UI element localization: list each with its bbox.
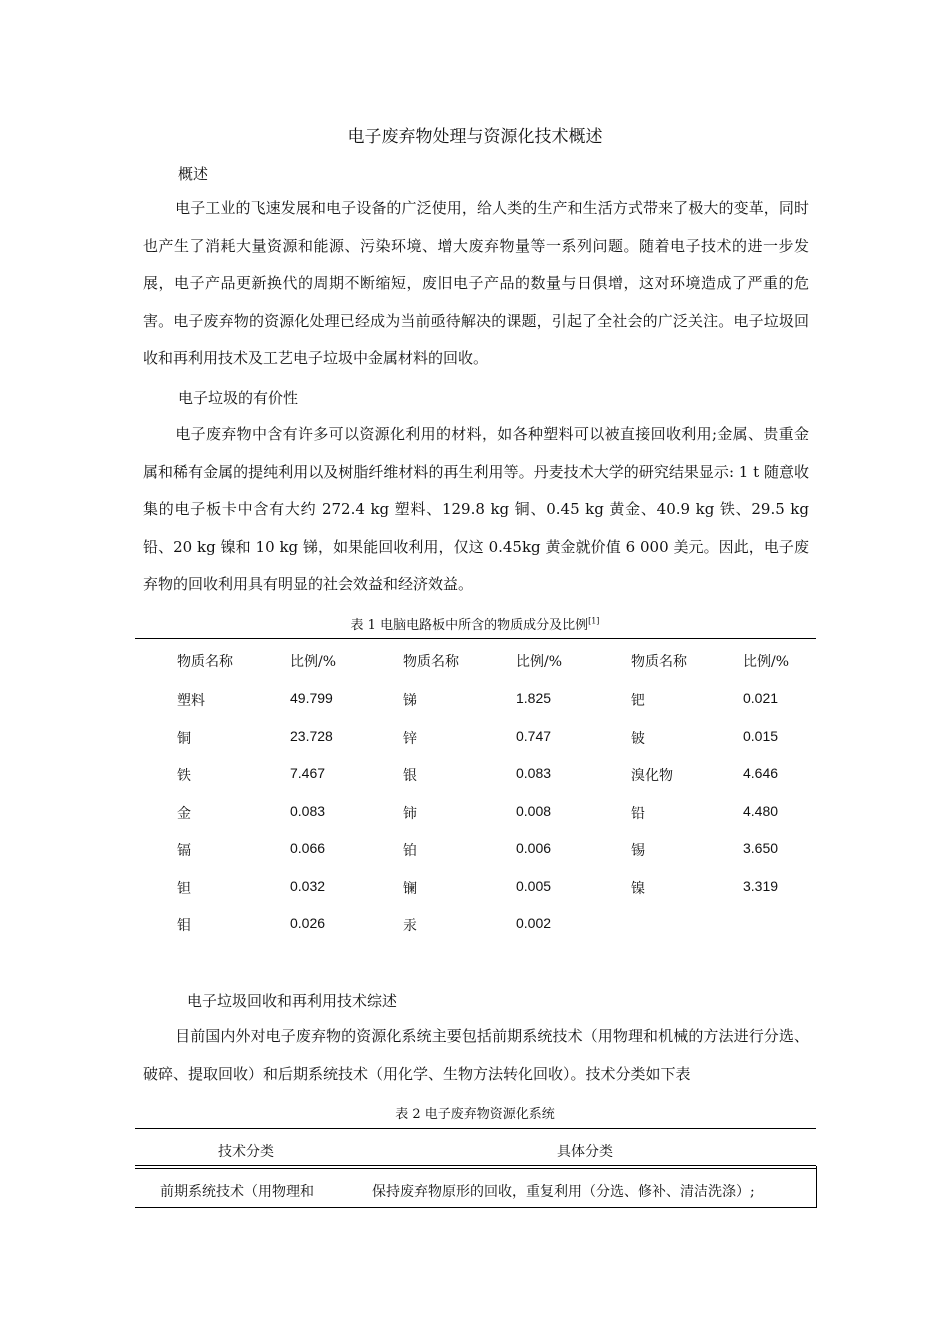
table1-value-cell: 4.646 bbox=[743, 765, 779, 781]
table1-value-cell: 49.799 bbox=[290, 690, 333, 706]
table1-substance-cell: 铁 bbox=[177, 768, 191, 784]
table1-caption bbox=[0, 614, 950, 633]
table1-substance-cell: 锑 bbox=[403, 693, 417, 709]
table1-header-5: 比例/% bbox=[743, 654, 790, 670]
table1-header-3: 比例/% bbox=[516, 654, 563, 670]
table1-header-2: 物质名称 bbox=[403, 654, 459, 670]
table2-header-rule-2 bbox=[135, 1168, 816, 1169]
table1-substance-cell: 铜 bbox=[177, 730, 191, 747]
table1-value-cell: 3.650 bbox=[743, 840, 779, 856]
table1-value-cell: 0.021 bbox=[743, 690, 779, 706]
table1-value-cell: 0.006 bbox=[516, 840, 552, 856]
table1-reference: [1] bbox=[588, 616, 600, 626]
table1-value-cell: 0.083 bbox=[516, 765, 552, 781]
paragraph-overview-text: 电子工业的飞速发展和电子设备的广泛使用，给人类的生产和生活方式带来了极大的变革，同时也产生了消耗大量资源和能源、污染环境、增大废弃物量等一系列问题。随着电子技术的进一步发展，电子产品更新换代的周期不断缩短，废旧电子产品的数量与日俱增，这对环境造成了严重的危害。电子废弃物的资源化处理已经成为当前亟待解决的课题，引起了全社会的广泛关注。电子垃圾回收和再利用技术及工艺电子垃圾中金属材料的回收。 bbox=[143, 199, 809, 367]
table2-top-rule bbox=[135, 1128, 816, 1129]
table2-cell-detail: 保持废弃物原形的回收，重复利用（分选、修补、清洁洗涤）; bbox=[372, 1184, 755, 1200]
table2-header-category: 技术分类 bbox=[218, 1144, 274, 1160]
table1-value-cell: 0.015 bbox=[743, 727, 779, 744]
table2-caption: 表 2 电子废弃物资源化系统 bbox=[395, 1107, 555, 1122]
table1-header-4: 物质名称 bbox=[631, 654, 687, 670]
table1-value-cell: 0.032 bbox=[290, 877, 326, 894]
table1-value-cell: 0.747 bbox=[516, 727, 552, 744]
section-heading-overview: 概述 bbox=[178, 165, 209, 183]
table1-substance-cell: 铅 bbox=[631, 805, 645, 822]
table1-value-cell: 23.728 bbox=[290, 727, 333, 744]
table1-value-cell: 0.005 bbox=[516, 877, 552, 894]
table2-header-detail: 具体分类 bbox=[557, 1144, 613, 1160]
table2-right-border bbox=[816, 1166, 817, 1208]
table1-value-cell: 3.319 bbox=[743, 877, 779, 894]
table2-cell-category: 前期系统技术（用物理和 bbox=[160, 1184, 314, 1200]
table1-substance-cell: 汞 bbox=[403, 918, 417, 934]
table1-substance-cell: 钽 bbox=[177, 880, 191, 897]
table1-substance-cell: 铍 bbox=[631, 730, 645, 747]
paragraph-overview bbox=[143, 190, 809, 378]
table1-value-cell: 0.008 bbox=[516, 802, 552, 819]
table1-substance-cell: 银 bbox=[403, 768, 417, 784]
paragraph-techniques bbox=[143, 1018, 809, 1093]
table1-value-cell: 0.066 bbox=[290, 840, 326, 856]
table1-caption-text: 表 1 电脑电路板中所含的物质成分及比例 bbox=[350, 618, 589, 633]
table1-substance-cell: 塑料 bbox=[177, 693, 205, 709]
table1-substance-cell: 铂 bbox=[403, 843, 417, 859]
section-heading-techniques: 电子垃圾回收和再利用技术综述 bbox=[187, 992, 398, 1010]
table1-top-rule bbox=[135, 638, 816, 639]
section-heading-value: 电子垃圾的有价性 bbox=[178, 389, 299, 407]
paragraph-value-text: 电子废弃物中含有许多可以资源化利用的材料，如各种塑料可以被直接回收利用;金属、贵重金属和稀有金属的提纯利用以及树脂纤维材料的再生利用等。丹麦技术大学的研究结果显示: 1 t 随意收集的电子板卡中含有大约 272.4 kg 塑料、129.8 kg 铜、0.45 kg 黄金、40.9 kg 铁、29.5 kg 铅、20 kg 镍和 10 kg 锑，如果能回收利用，仅这 0.45kg 黄金就价值 6 000 美元。因此，电子废弃物的回收利用具有明显的社会效益和经济效益。 bbox=[143, 425, 809, 593]
table1-substance-cell: 钯 bbox=[631, 693, 645, 709]
table1-substance-cell: 溴化物 bbox=[631, 768, 673, 784]
table2-header-rule-1 bbox=[135, 1165, 816, 1166]
paragraph-value bbox=[143, 416, 809, 604]
table1-value-cell: 0.083 bbox=[290, 802, 326, 819]
paragraph-techniques-text: 目前国内外对电子废弃物的资源化系统主要包括前期系统技术（用物理和机械的方法进行分选、破碎、提取回收）和后期系统技术（用化学、生物方法转化回收）。技术分类如下表 bbox=[143, 1027, 809, 1083]
table1-substance-cell: 金 bbox=[177, 805, 191, 822]
table2-bottom-rule bbox=[135, 1207, 816, 1208]
table1-substance-cell: 镧 bbox=[403, 880, 417, 897]
table1-substance-cell: 钼 bbox=[177, 918, 191, 934]
table1-header-0: 物质名称 bbox=[177, 654, 233, 670]
table1-value-cell: 0.002 bbox=[516, 915, 552, 931]
table1-substance-cell: 锌 bbox=[403, 730, 417, 747]
table1-value-cell: 1.825 bbox=[516, 690, 552, 706]
table1-substance-cell: 镉 bbox=[177, 843, 191, 859]
table1-value-cell: 7.467 bbox=[290, 765, 326, 781]
table1-substance-cell: 锡 bbox=[631, 843, 645, 859]
table1-value-cell: 0.026 bbox=[290, 915, 326, 931]
document-title: 电子废弃物处理与资源化技术概述 bbox=[347, 127, 603, 147]
table1-substance-cell: 铈 bbox=[403, 805, 417, 822]
table1-substance-cell: 镍 bbox=[631, 880, 645, 897]
table1-value-cell: 4.480 bbox=[743, 802, 779, 819]
table1-header-1: 比例/% bbox=[290, 654, 337, 670]
